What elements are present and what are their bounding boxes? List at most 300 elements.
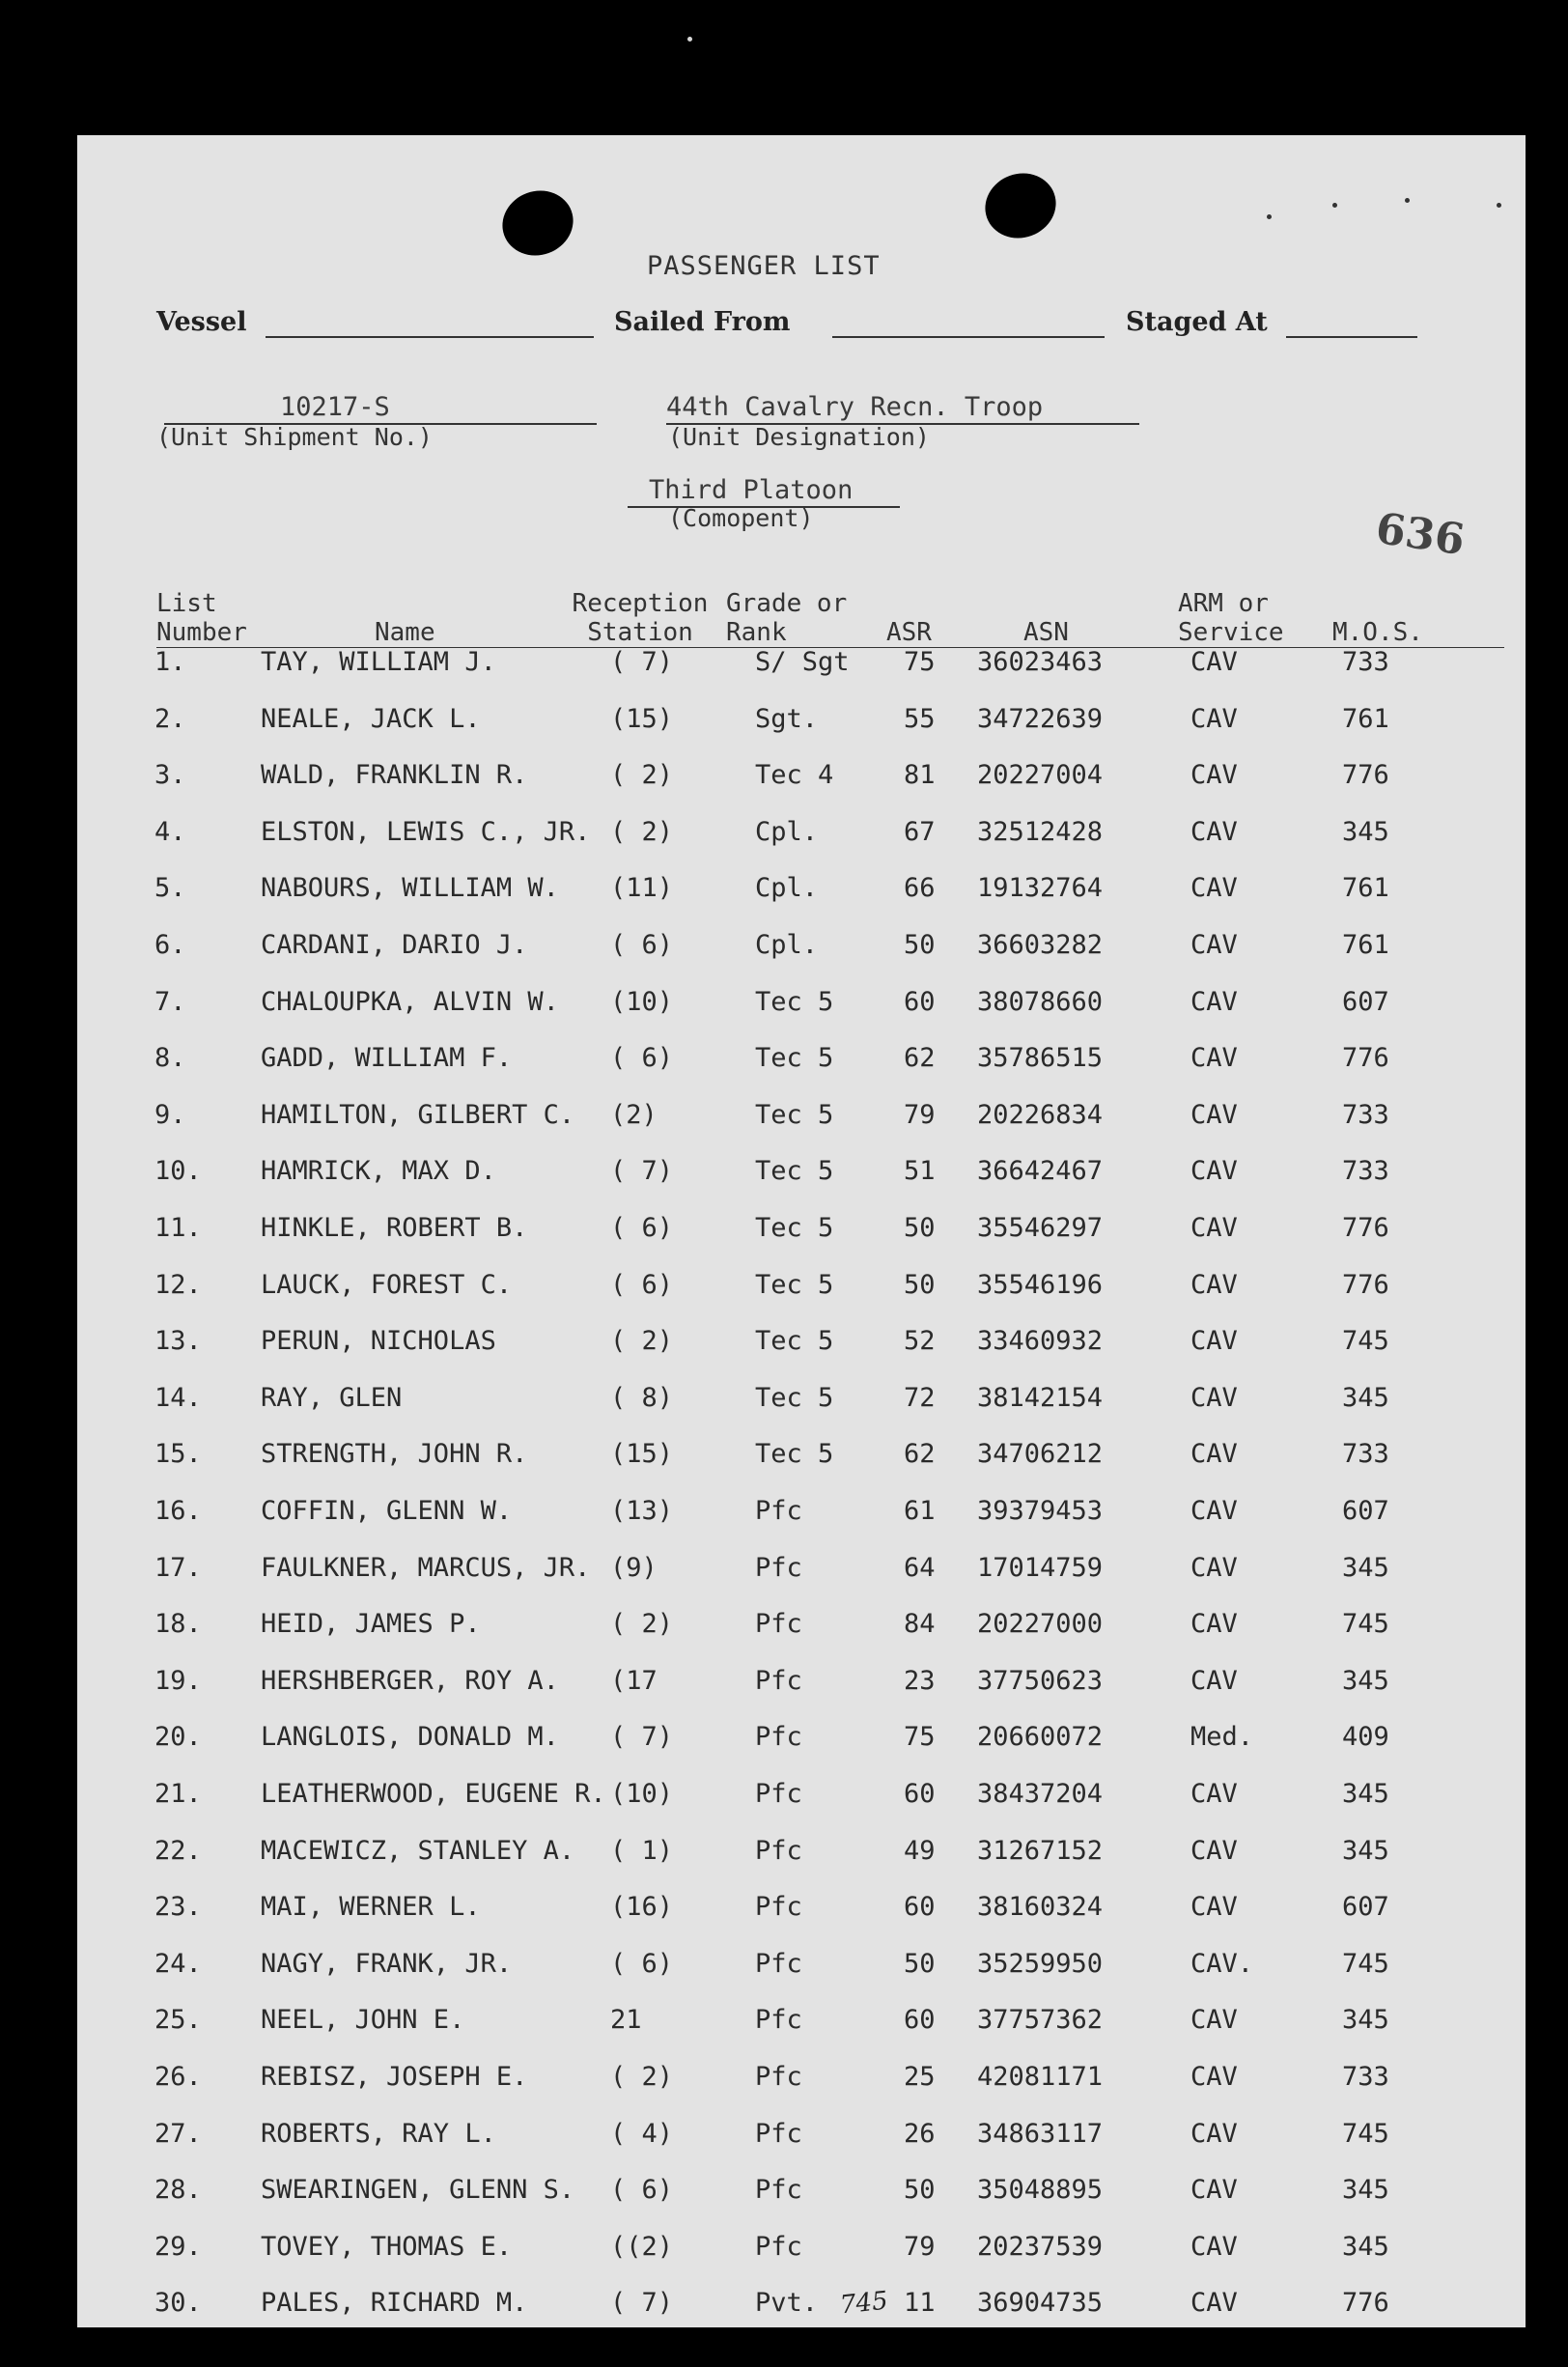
document-title: PASSENGER LIST	[647, 251, 881, 281]
reception-station: ( 7)	[610, 647, 674, 677]
arm-service: CAV	[1190, 1665, 1238, 1696]
sailed-from-label: Sailed From	[614, 307, 791, 337]
asr-score: 75	[904, 1722, 936, 1753]
asn-number: 36603282	[977, 930, 1104, 960]
passenger-name: LANGLOIS, DONALD M.	[261, 1722, 559, 1753]
asr-score: 11	[904, 2288, 936, 2319]
arm-service: CAV	[1190, 760, 1238, 791]
grade-rank: Pfc	[755, 2005, 802, 2036]
asr-score: 81	[904, 760, 936, 791]
grade-rank: Tec 5	[755, 986, 834, 1017]
grade-rank: Cpl.	[755, 930, 819, 960]
grade-rank: Tec 5	[755, 1439, 834, 1470]
table-row	[77, 817, 1526, 856]
arm-service: CAV	[1190, 1156, 1238, 1187]
mos-code: 761	[1342, 703, 1389, 734]
table-row	[77, 1270, 1526, 1309]
list-number: 21.	[154, 1779, 202, 1809]
grade-rank: Pfc	[755, 1552, 802, 1583]
header-reception-station: Reception Station	[572, 589, 709, 647]
passenger-name: HEID, JAMES P.	[261, 1609, 481, 1640]
reception-station: ( 6)	[610, 1213, 674, 1243]
grade-rank: Tec 5	[755, 1326, 834, 1357]
asr-score: 75	[904, 647, 936, 677]
list-number: 6.	[154, 930, 186, 960]
asn-number: 42081171	[977, 2062, 1104, 2092]
reception-station: ( 7)	[610, 2288, 674, 2319]
passenger-name: GADD, WILLIAM F.	[261, 1043, 513, 1074]
mos-code: 745	[1342, 2118, 1389, 2149]
grade-rank: Tec 5	[755, 1099, 834, 1130]
asn-number: 35048895	[977, 2175, 1104, 2206]
header-grade-rank: Grade or Rank	[726, 589, 848, 647]
list-number: 30.	[154, 2288, 202, 2319]
asr-score: 64	[904, 1552, 936, 1583]
passenger-name: TOVEY, THOMAS E.	[261, 2231, 513, 2262]
arm-service: CAV	[1190, 1609, 1238, 1640]
list-number: 14.	[154, 1382, 202, 1413]
list-number: 12.	[154, 1269, 202, 1300]
asn-number: 35786515	[977, 1043, 1104, 1074]
sailed-from-blank-line	[832, 336, 1105, 338]
reception-station: 21	[610, 2005, 642, 2036]
asr-score: 60	[904, 1892, 936, 1923]
asr-score: 62	[904, 1043, 936, 1074]
reception-station: (10)	[610, 1779, 674, 1809]
asn-number: 20660072	[977, 1722, 1104, 1753]
reception-station: ( 6)	[610, 1043, 674, 1074]
list-number: 2.	[154, 703, 186, 734]
mos-code: 733	[1342, 1156, 1389, 1187]
asn-number: 37757362	[977, 2005, 1104, 2036]
grade-rank: Cpl.	[755, 873, 819, 904]
arm-service: CAV	[1190, 1835, 1238, 1866]
mos-code: 345	[1342, 2175, 1389, 2206]
list-number: 27.	[154, 2118, 202, 2149]
mos-code: 761	[1342, 873, 1389, 904]
asn-number: 35259950	[977, 1948, 1104, 1979]
asn-number: 32512428	[977, 816, 1104, 847]
arm-service: CAV	[1190, 1892, 1238, 1923]
asr-score: 67	[904, 816, 936, 847]
list-number: 11.	[154, 1213, 202, 1243]
table-row	[77, 1156, 1526, 1195]
table-row	[77, 2288, 1526, 2326]
asr-score: 61	[904, 1496, 936, 1526]
table-row	[77, 704, 1526, 743]
reception-station: ( 8)	[610, 1382, 674, 1413]
list-number: 16.	[154, 1496, 202, 1526]
passenger-name: STRENGTH, JOHN R.	[261, 1439, 528, 1470]
asr-score: 79	[904, 1099, 936, 1130]
mos-code: 345	[1342, 1552, 1389, 1583]
arm-service: CAV	[1190, 2288, 1238, 2319]
asn-number: 34706212	[977, 1439, 1104, 1470]
mos-code: 745	[1342, 1326, 1389, 1357]
reception-station: (13)	[610, 1496, 674, 1526]
list-number: 29.	[154, 2231, 202, 2262]
scan-speck	[687, 37, 692, 42]
asn-number: 36642467	[977, 1156, 1104, 1187]
table-row	[77, 1496, 1526, 1535]
arm-service: Med.	[1190, 1722, 1254, 1753]
mos-code: 761	[1342, 930, 1389, 960]
grade-rank: Pfc	[755, 2231, 802, 2262]
arm-service: CAV	[1190, 873, 1238, 904]
list-number: 5.	[154, 873, 186, 904]
asr-score: 25	[904, 2062, 936, 2092]
asr-score: 66	[904, 873, 936, 904]
mos-code: 607	[1342, 1892, 1389, 1923]
page-number: 636	[1372, 503, 1468, 566]
grade-rank: Pfc	[755, 1722, 802, 1753]
arm-service: CAV	[1190, 1382, 1238, 1413]
scan-speck	[1497, 203, 1501, 208]
arm-service: CAV	[1190, 1043, 1238, 1074]
reception-station: (17	[610, 1665, 658, 1696]
passenger-name: CARDANI, DARIO J.	[261, 930, 528, 960]
mos-code: 345	[1342, 1835, 1389, 1866]
grade-rank: Pfc	[755, 1892, 802, 1923]
reception-station: (9)	[610, 1552, 658, 1583]
reception-station: ( 4)	[610, 2118, 674, 2149]
header-arm-service: ARM or Service	[1178, 589, 1284, 647]
asn-number: 38142154	[977, 1382, 1104, 1413]
mos-code: 409	[1342, 1722, 1389, 1753]
mos-code: 345	[1342, 1382, 1389, 1413]
list-number: 22.	[154, 1835, 202, 1866]
arm-service: CAV	[1190, 1439, 1238, 1470]
passenger-name: NAGY, FRANK, JR.	[261, 1948, 513, 1979]
passenger-name: NABOURS, WILLIAM W.	[261, 873, 559, 904]
table-row	[77, 1949, 1526, 1987]
list-number: 18.	[154, 1609, 202, 1640]
arm-service: CAV	[1190, 2005, 1238, 2036]
table-row	[77, 1892, 1526, 1930]
asn-number: 34722639	[977, 703, 1104, 734]
passenger-name: NEALE, JACK L.	[261, 703, 481, 734]
asr-score: 26	[904, 2118, 936, 2149]
list-number: 8.	[154, 1043, 186, 1074]
arm-service: CAV	[1190, 1269, 1238, 1300]
grade-rank: Tec 5	[755, 1043, 834, 1074]
table-row	[77, 1326, 1526, 1365]
header-asn: ASN	[1023, 618, 1069, 647]
staged-at-blank-line	[1286, 336, 1417, 338]
reception-station: ((2)	[610, 2231, 674, 2262]
punch-hole-left	[493, 181, 582, 265]
table-row	[77, 873, 1526, 912]
reception-station: (10)	[610, 986, 674, 1017]
unit-designation-caption: (Unit Designation)	[668, 423, 930, 451]
punch-hole-right	[976, 163, 1065, 247]
list-number: 25.	[154, 2005, 202, 2036]
table-row	[77, 2232, 1526, 2270]
scan-speck	[1332, 203, 1337, 208]
passenger-name: HAMRICK, MAX D.	[261, 1156, 496, 1187]
arm-service: CAV	[1190, 647, 1238, 677]
unit-shipment-caption: (Unit Shipment No.)	[156, 423, 433, 451]
grade-rank: S/ Sgt	[755, 647, 850, 677]
asn-number: 36904735	[977, 2288, 1104, 2319]
asn-number: 20226834	[977, 1099, 1104, 1130]
grade-rank: Pfc	[755, 2118, 802, 2149]
asn-number: 31267152	[977, 1835, 1104, 1866]
arm-service: CAV	[1190, 2175, 1238, 2206]
reception-station: ( 6)	[610, 930, 674, 960]
reception-station: (11)	[610, 873, 674, 904]
mos-code: 345	[1342, 2231, 1389, 2262]
asn-number: 36023463	[977, 647, 1104, 677]
asn-number: 34863117	[977, 2118, 1104, 2149]
mos-code: 776	[1342, 760, 1389, 791]
reception-station: ( 7)	[610, 1722, 674, 1753]
mos-code: 607	[1342, 986, 1389, 1017]
list-number: 4.	[154, 816, 186, 847]
asr-score: 50	[904, 2175, 936, 2206]
passenger-name: PALES, RICHARD M.	[261, 2288, 528, 2319]
asn-number: 20227004	[977, 760, 1104, 791]
passenger-name: COFFIN, GLENN W.	[261, 1496, 513, 1526]
passenger-name: LAUCK, FOREST C.	[261, 1269, 513, 1300]
passenger-name: NEEL, JOHN E.	[261, 2005, 465, 2036]
passenger-name: MAI, WERNER L.	[261, 1892, 481, 1923]
table-row	[77, 1666, 1526, 1705]
list-number: 17.	[154, 1552, 202, 1583]
table-row	[77, 930, 1526, 969]
arm-service: CAV	[1190, 2118, 1238, 2149]
asr-score: 60	[904, 2005, 936, 2036]
reception-station: ( 2)	[610, 1326, 674, 1357]
arm-service: CAV	[1190, 1496, 1238, 1526]
asn-number: 20237539	[977, 2231, 1104, 2262]
asr-score: 79	[904, 2231, 936, 2262]
arm-service: CAV	[1190, 930, 1238, 960]
grade-rank: Tec 5	[755, 1156, 834, 1187]
list-number: 3.	[154, 760, 186, 791]
table-row	[77, 987, 1526, 1026]
arm-service: CAV.	[1190, 1948, 1254, 1979]
table-row	[77, 1383, 1526, 1422]
table-row	[77, 1213, 1526, 1252]
grade-rank: Pfc	[755, 1665, 802, 1696]
asr-score: 62	[904, 1439, 936, 1470]
list-number: 23.	[154, 1892, 202, 1923]
table-row	[77, 1100, 1526, 1139]
asr-score: 50	[904, 1269, 936, 1300]
asr-score: 60	[904, 986, 936, 1017]
passenger-name: HAMILTON, GILBERT C.	[261, 1099, 575, 1130]
handwritten-note: 745	[838, 2286, 890, 2321]
table-row	[77, 1553, 1526, 1592]
reception-station: ( 6)	[610, 2175, 674, 2206]
passenger-name: CHALOUPKA, ALVIN W.	[261, 986, 559, 1017]
table-row	[77, 760, 1526, 799]
mos-code: 776	[1342, 1043, 1389, 1074]
grade-rank: Pfc	[755, 1496, 802, 1526]
grade-rank: Tec 5	[755, 1269, 834, 1300]
table-row	[77, 1836, 1526, 1874]
asn-number: 39379453	[977, 1496, 1104, 1526]
reception-station: (15)	[610, 1439, 674, 1470]
passenger-name: FAULKNER, MARCUS, JR.	[261, 1552, 591, 1583]
list-number: 24.	[154, 1948, 202, 1979]
passenger-name: MACEWICZ, STANLEY A.	[261, 1835, 575, 1866]
arm-service: CAV	[1190, 2062, 1238, 2092]
scan-speck	[1267, 214, 1272, 219]
reception-station: ( 2)	[610, 816, 674, 847]
mos-code: 745	[1342, 1948, 1389, 1979]
table-row	[77, 1609, 1526, 1648]
staged-at-label: Staged At	[1126, 307, 1268, 337]
mos-code: 745	[1342, 1609, 1389, 1640]
arm-service: CAV	[1190, 1779, 1238, 1809]
list-number: 26.	[154, 2062, 202, 2092]
scan-speck	[1405, 198, 1410, 203]
vessel-blank-line	[266, 336, 594, 338]
reception-station: (16)	[610, 1892, 674, 1923]
asn-number: 19132764	[977, 873, 1104, 904]
mos-code: 345	[1342, 2005, 1389, 2036]
list-number: 9.	[154, 1099, 186, 1130]
grade-rank: Tec 5	[755, 1213, 834, 1243]
passenger-name: REBISZ, JOSEPH E.	[261, 2062, 528, 2092]
grade-rank: Sgt.	[755, 703, 819, 734]
mos-code: 345	[1342, 816, 1389, 847]
list-number: 20.	[154, 1722, 202, 1753]
table-row	[77, 2005, 1526, 2043]
arm-service: CAV	[1190, 1326, 1238, 1357]
table-row	[77, 2175, 1526, 2213]
table-row	[77, 1722, 1526, 1761]
table-row	[77, 1439, 1526, 1478]
header-asr: ASR	[886, 618, 932, 647]
asn-number: 35546196	[977, 1269, 1104, 1300]
passenger-list-page	[77, 135, 1526, 2327]
asn-number: 20227000	[977, 1609, 1104, 1640]
asn-number: 38437204	[977, 1779, 1104, 1809]
reception-station: ( 2)	[610, 760, 674, 791]
asn-number: 17014759	[977, 1552, 1104, 1583]
arm-service: CAV	[1190, 703, 1238, 734]
asr-score: 60	[904, 1779, 936, 1809]
grade-rank: Tec 5	[755, 1382, 834, 1413]
table-row	[77, 647, 1526, 686]
vessel-label: Vessel	[156, 307, 247, 337]
mos-code: 733	[1342, 647, 1389, 677]
mos-code: 733	[1342, 1099, 1389, 1130]
list-number: 1.	[154, 647, 186, 677]
mos-code: 776	[1342, 1269, 1389, 1300]
table-row	[77, 2119, 1526, 2157]
passenger-name: ROBERTS, RAY L.	[261, 2118, 496, 2149]
reception-station: ( 2)	[610, 2062, 674, 2092]
grade-rank: Pfc	[755, 1779, 802, 1809]
passenger-name: LEATHERWOOD, EUGENE R.	[261, 1779, 606, 1809]
asn-number: 33460932	[977, 1326, 1104, 1357]
reception-station: ( 7)	[610, 1156, 674, 1187]
component-value: Third Platoon	[649, 475, 854, 505]
asr-score: 50	[904, 1213, 936, 1243]
mos-code: 733	[1342, 1439, 1389, 1470]
arm-service: CAV	[1190, 816, 1238, 847]
arm-service: CAV	[1190, 2231, 1238, 2262]
mos-code: 776	[1342, 2288, 1389, 2319]
arm-service: CAV	[1190, 986, 1238, 1017]
list-number: 10.	[154, 1156, 202, 1187]
grade-rank: Tec 4	[755, 760, 834, 791]
passenger-name: PERUN, NICHOLAS	[261, 1326, 496, 1357]
reception-station: (2)	[610, 1099, 658, 1130]
asn-number: 38160324	[977, 1892, 1104, 1923]
list-number: 13.	[154, 1326, 202, 1357]
passenger-name: TAY, WILLIAM J.	[261, 647, 496, 677]
arm-service: CAV	[1190, 1099, 1238, 1130]
table-row	[77, 2062, 1526, 2100]
list-number: 7.	[154, 986, 186, 1017]
list-number: 19.	[154, 1665, 202, 1696]
reception-station: ( 2)	[610, 1609, 674, 1640]
asr-score: 72	[904, 1382, 936, 1413]
table-row	[77, 1779, 1526, 1818]
asn-number: 37750623	[977, 1665, 1104, 1696]
grade-rank: Pfc	[755, 1609, 802, 1640]
table-row	[77, 1043, 1526, 1082]
grade-rank: Pfc	[755, 2062, 802, 2092]
unit-shipment-number: 10217-S	[280, 392, 390, 422]
list-number: 28.	[154, 2175, 202, 2206]
passenger-name: ELSTON, LEWIS C., JR.	[261, 816, 591, 847]
grade-rank: Pfc	[755, 2175, 802, 2206]
asn-number: 38078660	[977, 986, 1104, 1017]
asr-score: 50	[904, 930, 936, 960]
header-name: Name	[375, 618, 435, 647]
unit-designation: 44th Cavalry Recn. Troop	[666, 392, 1044, 422]
mos-code: 607	[1342, 1496, 1389, 1526]
list-number: 15.	[154, 1439, 202, 1470]
reception-station: ( 6)	[610, 1269, 674, 1300]
passenger-name: HERSHBERGER, ROY A.	[261, 1665, 559, 1696]
mos-code: 345	[1342, 1665, 1389, 1696]
grade-rank: Pvt.	[755, 2288, 819, 2319]
passenger-name: SWEARINGEN, GLENN S.	[261, 2175, 575, 2206]
asn-number: 35546297	[977, 1213, 1104, 1243]
grade-rank: Pfc	[755, 1835, 802, 1866]
asr-score: 23	[904, 1665, 936, 1696]
passenger-name: RAY, GLEN	[261, 1382, 403, 1413]
reception-station: (15)	[610, 703, 674, 734]
asr-score: 55	[904, 703, 936, 734]
reception-station: ( 1)	[610, 1835, 674, 1866]
arm-service: CAV	[1190, 1552, 1238, 1583]
asr-score: 50	[904, 1948, 936, 1979]
asr-score: 49	[904, 1835, 936, 1866]
mos-code: 776	[1342, 1213, 1389, 1243]
asr-score: 51	[904, 1156, 936, 1187]
grade-rank: Cpl.	[755, 816, 819, 847]
header-list-number: List Number	[156, 589, 247, 647]
passenger-name: WALD, FRANKLIN R.	[261, 760, 528, 791]
mos-code: 733	[1342, 2062, 1389, 2092]
reception-station: ( 6)	[610, 1948, 674, 1979]
header-mos: M.O.S.	[1332, 618, 1423, 647]
asr-score: 52	[904, 1326, 936, 1357]
passenger-name: HINKLE, ROBERT B.	[261, 1213, 528, 1243]
arm-service: CAV	[1190, 1213, 1238, 1243]
asr-score: 84	[904, 1609, 936, 1640]
mos-code: 345	[1342, 1779, 1389, 1809]
component-caption: (Comopent)	[668, 504, 814, 532]
